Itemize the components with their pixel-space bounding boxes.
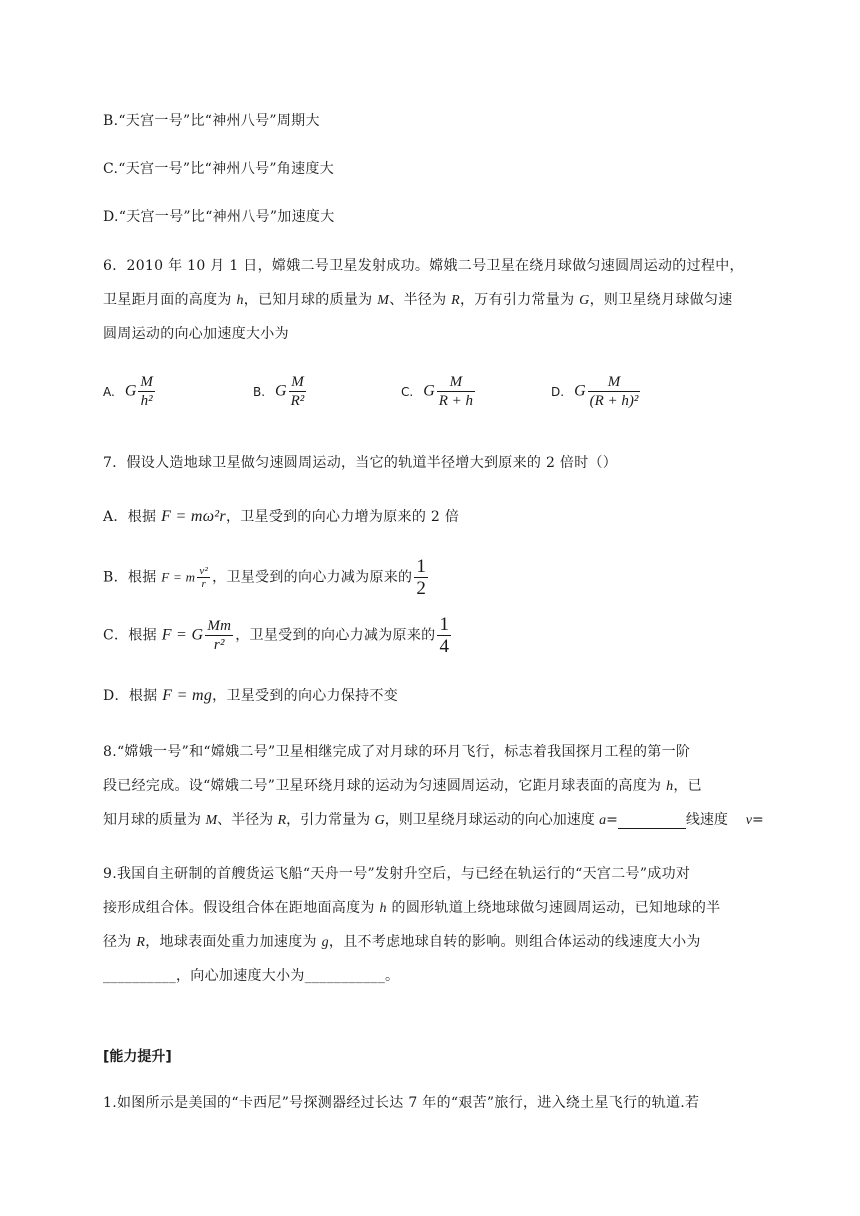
q6-option-a: A. G $\frac{M}{\text{h²}}$ [103, 374, 153, 409]
q7-option-a: A．根据 F = mω²r，卫星受到的向心力增为原来的 2 倍 [103, 508, 460, 525]
q7-option-b: B．根据 F = m $\frac{\text{v²}}{r}$ ，卫星受到的向心力减为原来的 $\frac{1}{2}$ [103, 556, 427, 599]
fraction: $\frac{1}{2}$ [416, 556, 427, 599]
q8-stem-line2: 段已经完成。设“嫦娥二号”卫星环绕月球的运动为匀速圆周运动，它距月球表面的高度为 h，已 [103, 778, 702, 794]
q7-option-d: D．根据 F = mg，卫星受到的向心力保持不变 [103, 687, 399, 704]
q6-stem-line2: 卫星距月面的高度为 h，已知月球的质量为 M、半径为 R，万有引力常量为 G，则卫星绕月球做匀速 [103, 292, 733, 308]
q9-stem-line3: 径为 R，地球表面处重力加速度为 g，且不考虑地球自转的影响。则组合体运动的线速度大小为 [103, 934, 701, 950]
q6-option-c: C. G $\frac{M}{R + h}$ [401, 374, 474, 409]
q7-option-c: C．根据 F = G $\frac{Mm}{\text{r²}}$ ，卫星受到的向心力减为原来的 $\frac{1}{4}$ [103, 614, 450, 657]
section-heading: [能力提升] [103, 1049, 172, 1065]
q6-stem-line1: 6．2010 年 10 月 1 日，嫦娥二号卫星发射成功。嫦娥二号卫星在绕月球做匀速圆周运动的过程中， [103, 258, 744, 274]
q8-stem-line3: 知月球的质量为 M、半径为 R，引力常量为 G，则卫星绕月球运动的向心加速度 a= 线速度 v= [103, 812, 764, 828]
fraction: $\frac{M}{\text{(R + h)²}}$ [589, 374, 639, 409]
fraction: $\frac{1}{4}$ [439, 614, 450, 657]
q9-stem-line4: __________，向心加速度大小为___________。 [103, 968, 400, 984]
fraction: $\frac{M}{\text{R²}}$ [290, 374, 305, 409]
answer-blank[interactable] [618, 814, 686, 829]
q6-option-b: B. G $\frac{M}{\text{R²}}$ [253, 374, 305, 409]
fraction: $\frac{M}{R + h}$ [438, 374, 474, 409]
section-q1-line1: 1.如图所示是美国的“卡西尼”号探测器经过长达 7 年的“艰苦”旅行，进入绕土星飞行的轨道.若 [103, 1095, 700, 1111]
fraction: $\frac{M}{\text{h²}}$ [140, 374, 153, 409]
q5-option-c: C.“天宫一号”比“神州八号”角速度大 [103, 161, 334, 177]
q8-stem-line1: 8.“嫦娥一号”和“嫦娥二号”卫星相继完成了对月球的环月飞行，标志着我国探月工程的第一阶 [103, 744, 691, 760]
q9-stem-line1: 9.我国自主研制的首艘货运飞船“天舟一号”发射升空后，与已经在轨运行的“天宫二号”成功对 [103, 866, 691, 882]
q6-stem-line3: 圆周运动的向心加速度大小为 [103, 326, 289, 342]
q5-option-d: D.“天宫一号”比“神州八号”加速度大 [103, 209, 335, 225]
fraction: $\frac{\text{v²}}{r}$ [199, 565, 209, 590]
answer-blank[interactable]: ___________ [304, 968, 386, 984]
q7-stem: 7．假设人造地球卫星做匀速圆周运动，当它的轨道半径增大到原来的 2 倍时（） [103, 455, 618, 471]
q6-option-d: D. G $\frac{M}{\text{(R + h)²}}$ [551, 374, 639, 409]
fraction: $\frac{Mm}{\text{r²}}$ [207, 617, 232, 653]
answer-blank[interactable]: __________ [103, 968, 176, 984]
q5-option-b: B.“天宫一号”比“神州八号”周期大 [103, 113, 320, 129]
q9-stem-line2: 接形成组合体。假设组合体在距地面高度为 h 的圆形轨道上绕地球做匀速圆周运动，已知地球的半 [103, 900, 721, 916]
